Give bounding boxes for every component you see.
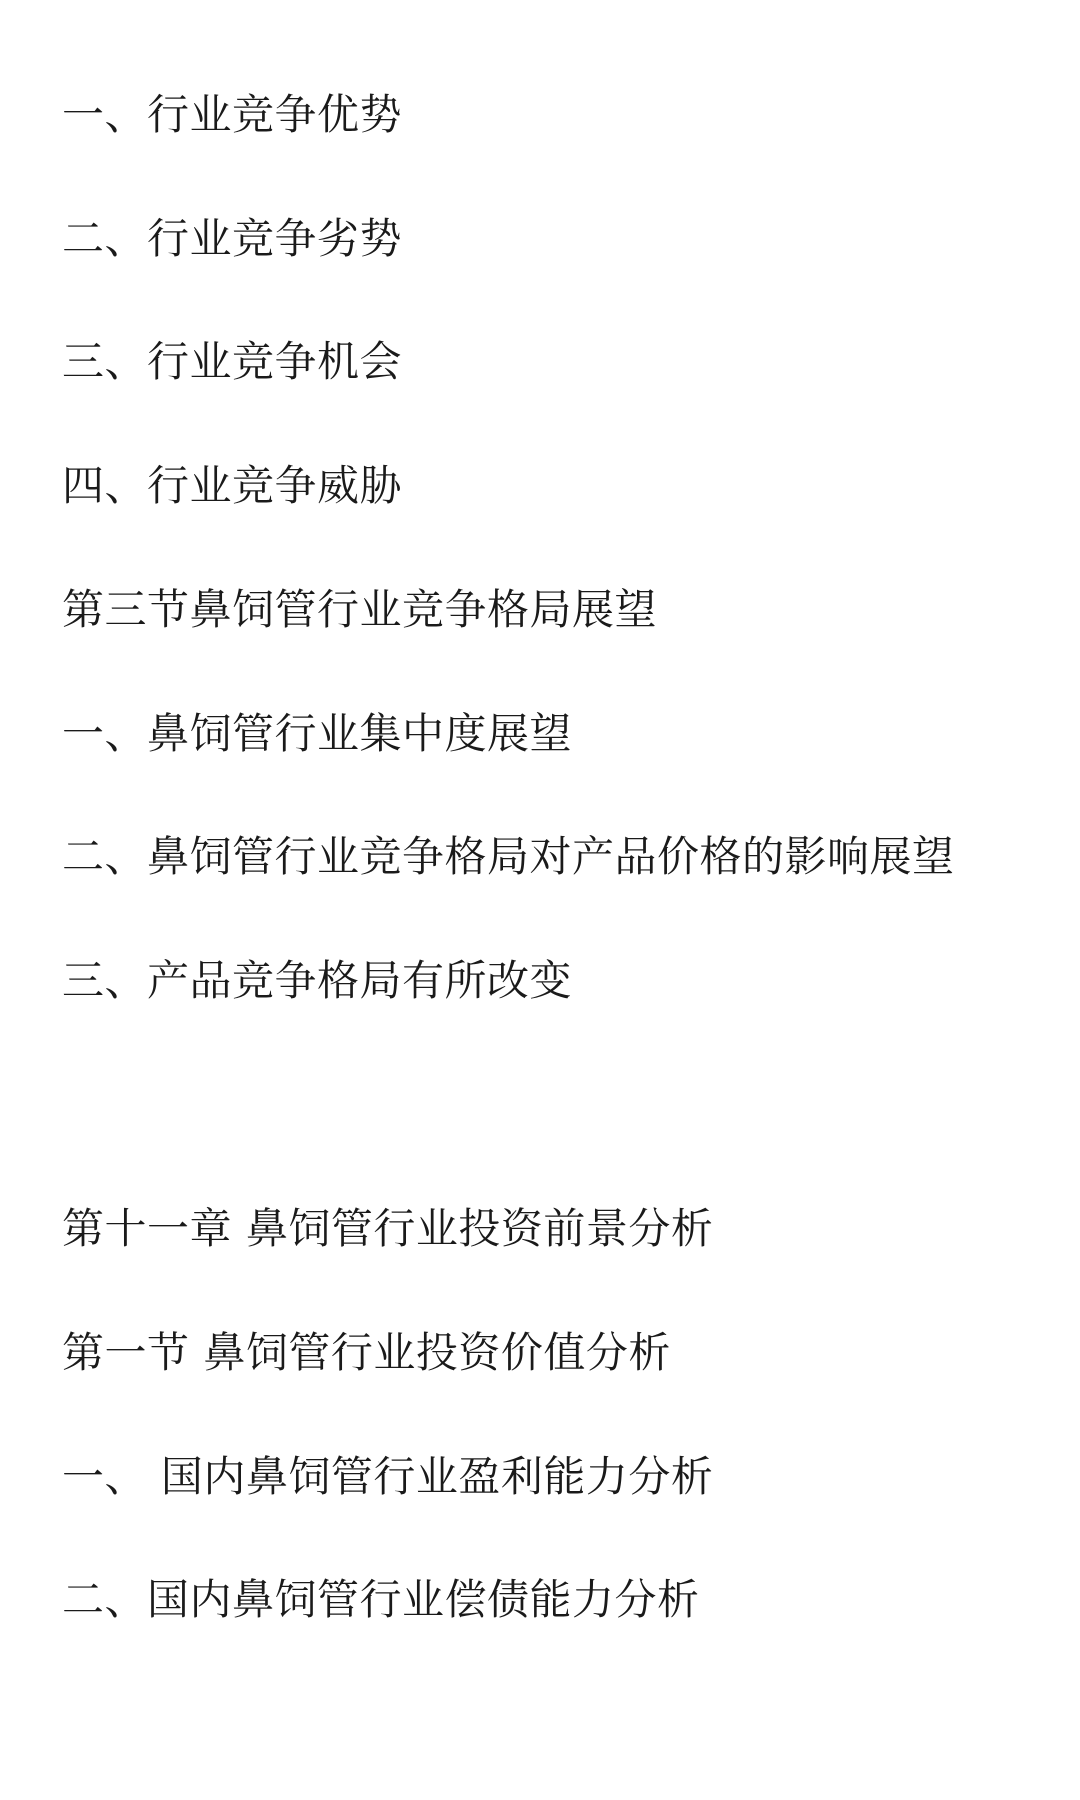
text-line: 一、鼻饲管行业集中度展望 [62, 709, 573, 758]
text-line: 二、行业竞争劣势 [62, 214, 403, 263]
section-heading: 第一节 鼻饲管行业投资价值分析 [62, 1328, 671, 1377]
text-line: 二、鼻饲管行业竞争格局对产品价格的影响展望 [62, 832, 955, 881]
text-line: 三、行业竞争机会 [62, 337, 403, 386]
section-heading: 第三节鼻饲管行业竞争格局展望 [62, 585, 658, 634]
text-line: 一、行业竞争优势 [62, 90, 403, 139]
chapter-heading: 第十一章 鼻饲管行业投资前景分析 [62, 1204, 714, 1253]
text-line: 四、行业竞争威胁 [62, 461, 403, 510]
text-line: 二、国内鼻饲管行业偿债能力分析 [62, 1575, 700, 1624]
text-line: 一、 国内鼻饲管行业盈利能力分析 [62, 1452, 714, 1501]
text-line: 三、产品竞争格局有所改变 [62, 956, 573, 1005]
